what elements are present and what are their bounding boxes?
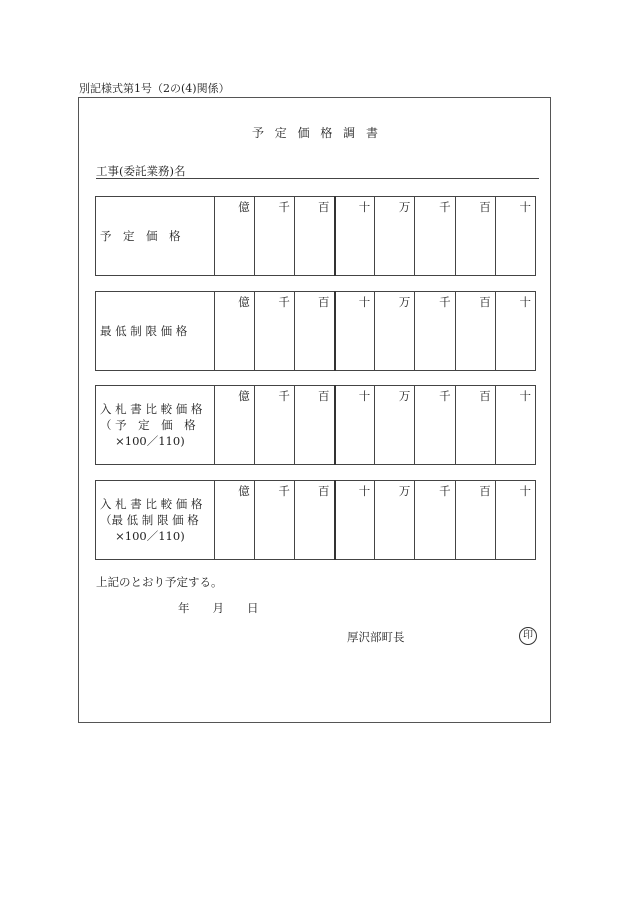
- digit-unit-label: 億: [238, 484, 250, 498]
- row-label: [96, 292, 215, 371]
- price-row: [96, 197, 536, 276]
- digit-unit-label: 百: [479, 295, 491, 309]
- price-table: [95, 291, 536, 371]
- digit-unit-label: 万: [398, 389, 411, 403]
- digit-cell[interactable]: [254, 386, 294, 465]
- digit-cell[interactable]: [375, 292, 415, 371]
- digit-cell[interactable]: [294, 197, 334, 276]
- digit-unit-label: 千: [278, 200, 290, 214]
- row-label-line: 最 低 制 限 価 格: [100, 324, 188, 338]
- digit-cell[interactable]: [495, 386, 535, 465]
- digit-cell[interactable]: [214, 197, 254, 276]
- price-table: [95, 385, 536, 465]
- digit-unit-label: 百: [318, 200, 330, 214]
- digit-unit-label: 億: [238, 389, 250, 403]
- digit-unit-label: 千: [439, 389, 451, 403]
- digit-cell[interactable]: [335, 481, 375, 560]
- digit-unit-label: 十: [519, 484, 531, 498]
- digit-cell[interactable]: [294, 386, 334, 465]
- document-title: 予定価格調書: [251, 126, 389, 140]
- digit-cell[interactable]: [214, 481, 254, 560]
- digit-unit-label: 千: [278, 389, 290, 403]
- digit-cell[interactable]: [214, 386, 254, 465]
- digit-unit-label: 十: [358, 295, 371, 309]
- digit-unit-label: 千: [278, 484, 290, 498]
- row-label-line: ×100／110): [100, 529, 185, 543]
- digit-cell[interactable]: [415, 386, 455, 465]
- row-label-line: （最 低 制 限 価 格: [100, 513, 199, 527]
- project-name-field[interactable]: [96, 163, 539, 179]
- project-name-label: 工事(委託業務)名: [96, 164, 186, 178]
- digit-cell[interactable]: [335, 386, 375, 465]
- form-reference: 別記様式第1号（2の(4)関係）: [79, 82, 230, 95]
- digit-cell[interactable]: [254, 481, 294, 560]
- digit-cell[interactable]: [415, 292, 455, 371]
- digit-unit-label: 百: [318, 484, 330, 498]
- digit-unit-label: 十: [519, 295, 531, 309]
- price-row: [96, 292, 536, 371]
- digit-unit-label: 十: [358, 484, 371, 498]
- digit-cell[interactable]: [375, 197, 415, 276]
- signer-title: 厚沢部町長: [347, 630, 405, 644]
- digit-cell[interactable]: [495, 197, 535, 276]
- digit-cell[interactable]: [495, 481, 535, 560]
- digit-unit-label: 万: [398, 484, 411, 498]
- digit-unit-label: 十: [358, 200, 371, 214]
- row-label-line: 入 札 書 比 較 価 格: [100, 497, 203, 511]
- digit-cell[interactable]: [335, 292, 375, 371]
- digit-unit-label: 億: [238, 200, 250, 214]
- digit-unit-label: 百: [479, 389, 491, 403]
- digit-unit-label: 百: [479, 200, 491, 214]
- digit-cell[interactable]: [254, 197, 294, 276]
- digit-unit-label: 千: [439, 484, 451, 498]
- digit-cell[interactable]: [375, 386, 415, 465]
- digit-cell[interactable]: [415, 481, 455, 560]
- digit-cell[interactable]: [455, 386, 495, 465]
- row-label-line: 予 定 価 格: [100, 229, 181, 243]
- row-label: [96, 386, 215, 465]
- digit-cell[interactable]: [335, 197, 375, 276]
- row-label-line: ×100／110): [100, 434, 185, 448]
- digit-unit-label: 千: [278, 295, 290, 309]
- price-row: [96, 386, 536, 465]
- digit-cell[interactable]: [375, 481, 415, 560]
- digit-cell[interactable]: [294, 481, 334, 560]
- digit-unit-label: 百: [318, 295, 330, 309]
- date-line: 年 月 日: [178, 601, 259, 615]
- seal-icon: 印: [519, 627, 537, 645]
- digit-unit-label: 千: [439, 295, 451, 309]
- digit-unit-label: 億: [238, 295, 250, 309]
- digit-unit-label: 万: [398, 200, 411, 214]
- digit-unit-label: 十: [358, 389, 371, 403]
- digit-cell[interactable]: [455, 292, 495, 371]
- digit-cell[interactable]: [415, 197, 455, 276]
- digit-unit-label: 万: [398, 295, 411, 309]
- digit-unit-label: 十: [519, 200, 531, 214]
- price-table: [95, 480, 536, 560]
- digit-cell[interactable]: [294, 292, 334, 371]
- digit-cell[interactable]: [495, 292, 535, 371]
- digit-cell[interactable]: [455, 481, 495, 560]
- row-label-line: 入 札 書 比 較 価 格: [100, 402, 203, 416]
- digit-cell[interactable]: [254, 292, 294, 371]
- digit-unit-label: 百: [479, 484, 491, 498]
- digit-unit-label: 十: [519, 389, 531, 403]
- digit-cell[interactable]: [455, 197, 495, 276]
- row-label: [96, 481, 215, 560]
- digit-unit-label: 千: [439, 200, 451, 214]
- price-row: [96, 481, 536, 560]
- statement-text: 上記のとおり予定する。: [96, 575, 223, 589]
- row-label-line: （ 予 定 価 格: [100, 418, 196, 432]
- row-label: [96, 197, 215, 276]
- price-table: [95, 196, 536, 276]
- digit-unit-label: 百: [318, 389, 330, 403]
- digit-cell[interactable]: [214, 292, 254, 371]
